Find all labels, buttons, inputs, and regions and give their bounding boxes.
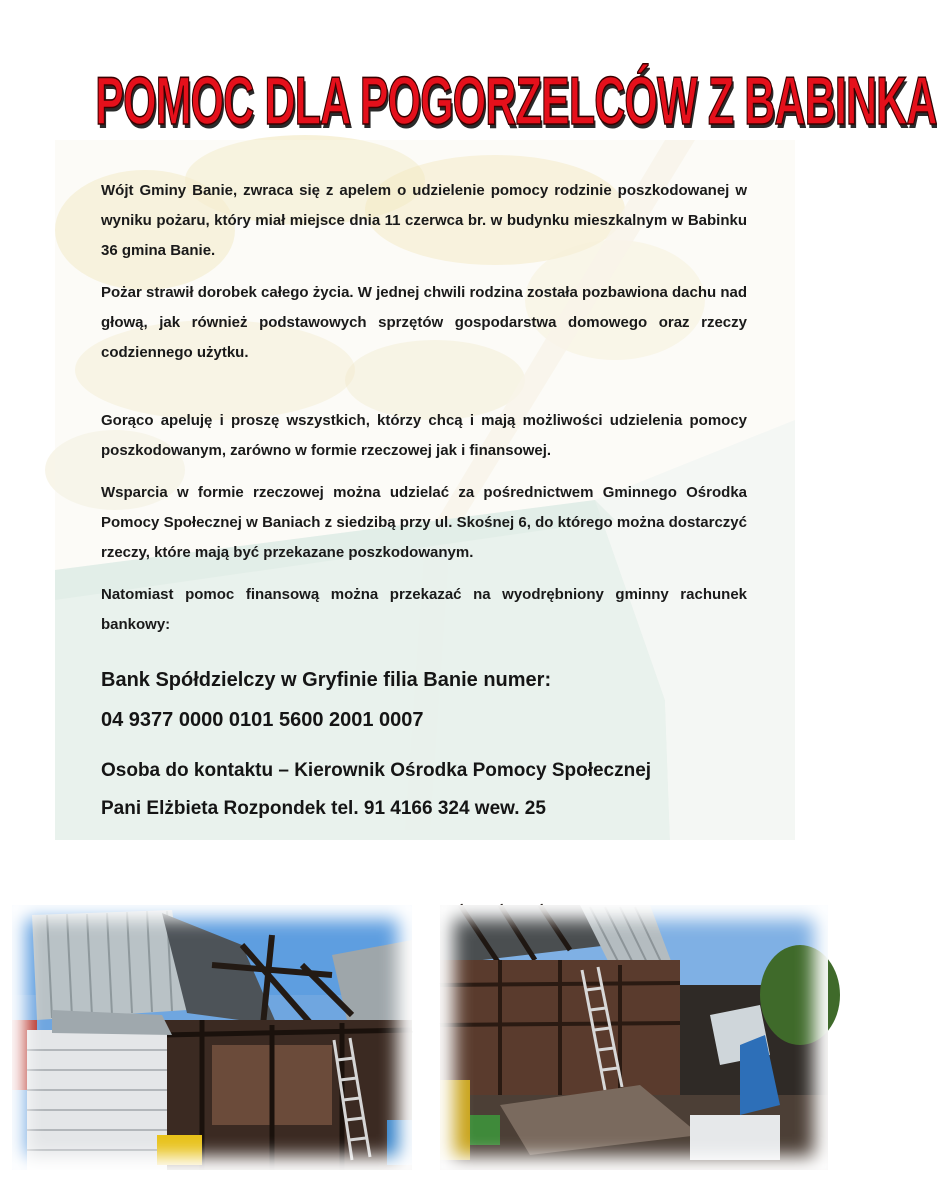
appeal-text bbox=[101, 176, 747, 652]
photo-burned-house-left bbox=[12, 905, 412, 1170]
bank-account-number: 04 9377 0000 0101 5600 2001 0007 bbox=[101, 709, 424, 731]
paragraph-material-support: Wsparcia w formie rzeczowej można udzielać za pośrednictwem Gminnego Ośrodka Pomocy Społecznej w Baniach z siedzibą przy ul. Skośnej 6, do którego można dostarczyć rzeczy, które mają być przekazane poszkodowanym. bbox=[101, 484, 747, 561]
bank-details bbox=[101, 660, 761, 740]
paragraph-financial-support: Natomiast pomoc finansową można przekazać na wyodrębniony gminny rachunek bankowy: bbox=[101, 586, 747, 633]
bank-name: Bank Spółdzielczy w Gryfinie filia Banie numer: bbox=[101, 669, 552, 691]
poster-title: POMOC DLA POGORZELCÓW Z BABINKA bbox=[95, 63, 937, 139]
paragraph-fire-description: Pożar strawił dorobek całego życia. W jednej chwili rodzina została pozbawiona dachu nad głową, jak również podstawowych sprzętów gospodarstwa domowego oraz rzeczy codziennego użytku. bbox=[101, 284, 747, 361]
contact-person-role: Osoba do kontaktu – Kierownik Ośrodka Pomocy Społecznej bbox=[101, 760, 652, 781]
paragraph-request: Gorąco apeluję i proszę wszystkich, którzy chcą i mają możliwości udzielenia pomocy poszkodowanym, zarówno w formie rzeczowej jak i finansowej. bbox=[101, 412, 747, 459]
contact-person-phone: Pani Elżbieta Rozpondek tel. 91 4166 324 wew. 25 bbox=[101, 798, 546, 819]
photo-burned-house-right bbox=[440, 905, 828, 1170]
paragraph-appeal: Wójt Gminy Banie, zwraca się z apelem o udzielenie pomocy rodzinie poszkodowanej w wyniku pożaru, który miał miejsce dnia 11 czerwca br. w budynku mieszkalnym w Babinku 36 gmina Banie. bbox=[101, 182, 747, 259]
contact-details bbox=[101, 752, 781, 828]
